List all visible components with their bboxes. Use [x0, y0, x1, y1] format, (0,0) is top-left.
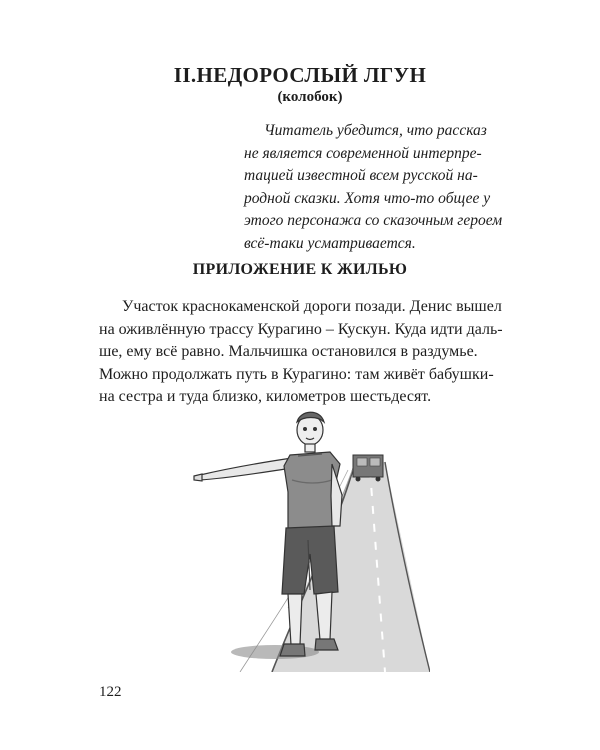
body-paragraph [99, 296, 514, 409]
epigraph [244, 120, 574, 255]
epigraph-line: не является современной интерпре- [244, 144, 482, 162]
body-line: ше, ему всё равно. Мальчишка остановился в раздумье. [99, 343, 478, 360]
section-title: ПРИЛОЖЕНИЕ К ЖИЛЬЮ [192, 261, 408, 278]
epigraph-line: тацией известной всем русской на- [244, 167, 478, 184]
chapter-subtitle: (колобок) [277, 89, 343, 105]
body-line: Участок краснокаменской дороги позади. Денис вышел [122, 298, 502, 315]
epigraph-line: родной сказки. Хотя что-то общее у [244, 189, 491, 207]
epigraph-line: Читатель убедится, что рассказ [264, 122, 487, 139]
page-number: 122 [99, 684, 122, 700]
body-line: на оживлённую трассу Курагино – Кускун. Куда идти даль- [99, 320, 503, 338]
epigraph-line: всё-таки усматривается. [244, 234, 416, 252]
illustration-boy-on-road [180, 400, 430, 672]
body-line: на сестра и туда близко, километров шестьдесят. [99, 388, 432, 405]
body-line: Можно продолжать путь в Курагино: там живёт бабушки- [99, 365, 494, 383]
boy-drawing [194, 412, 342, 656]
epigraph-line: этого персонажа со сказочным героем [244, 212, 503, 229]
chapter-title: II.НЕДОРОСЛЫЙ ЛГУН [173, 63, 427, 87]
